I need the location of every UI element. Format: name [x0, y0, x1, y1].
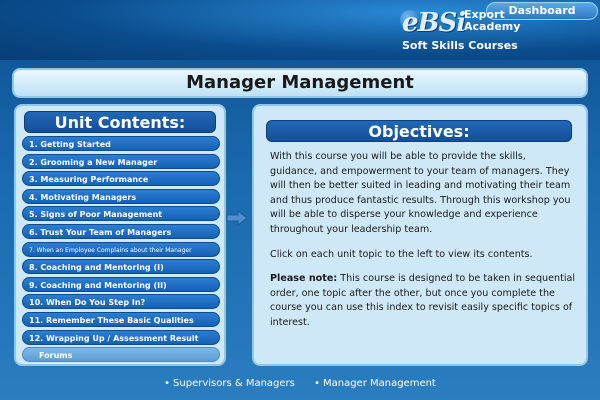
objectives-title: Objectives: — [266, 120, 572, 142]
unit-item-11[interactable]: 11. Remember These Basic Qualities — [22, 312, 220, 327]
objectives-note — [270, 272, 576, 330]
unit-item-1[interactable]: 1. Getting Started — [22, 136, 220, 151]
bullet-icon: • — [164, 378, 171, 389]
objectives-paragraph-1: With this course you will be able to provide the skills, guidance, and empowerment to your team of managers. They will then be better suited in leading and motivating their team and thus produce fantastic results. Through this workshop you will be able to disperse your knowledge and experience throughout your leadership team. — [270, 151, 571, 235]
unit-item-4[interactable]: 4. Motivating Managers — [22, 189, 220, 204]
unit-item-2[interactable]: 2. Grooming a New Manager — [22, 154, 220, 169]
unit-item-3[interactable]: 3. Measuring Performance — [22, 171, 220, 186]
brand-line-2: Academy — [464, 20, 521, 33]
brand-line-1: Export — [464, 8, 505, 21]
breadcrumb-item-supervisors[interactable] — [164, 378, 295, 389]
unit-item-10[interactable]: 10. When Do You Step In? — [22, 294, 220, 309]
tagline: Soft Skills Courses — [402, 39, 518, 52]
breadcrumb — [0, 374, 600, 394]
unit-item-7[interactable]: 7. When an Employee Complains about their Manager — [22, 242, 220, 257]
unit-item-9[interactable]: 9. Coaching and Mentoring (II) — [22, 277, 220, 292]
arrow-right-icon — [226, 210, 248, 226]
bullet-icon: • — [314, 378, 320, 389]
unit-item-12[interactable]: 12. Wrapping Up / Assessment Result — [22, 330, 220, 345]
unit-contents-title: Unit Contents: — [24, 111, 216, 133]
note-text: This course is designed to be taken in sequential order, one topic after the other, but once you complete the course you can use this index to revisit easily specific topics of interest. — [270, 273, 576, 328]
brand-name — [464, 9, 544, 33]
forums-button[interactable]: Forums — [22, 347, 220, 362]
note-label: Please note: — [270, 273, 338, 285]
breadcrumb-item-manager-management[interactable] — [314, 378, 436, 389]
unit-list — [22, 136, 220, 365]
page-title: Manager Management — [12, 68, 588, 98]
unit-item-6[interactable]: 6. Trust Your Team of Managers — [22, 224, 220, 239]
logo — [402, 6, 542, 60]
breadcrumb-label: Supervisors & Managers — [173, 378, 295, 389]
unit-contents-panel — [14, 104, 226, 366]
unit-item-8[interactable]: 8. Coaching and Mentoring (I) — [22, 259, 220, 274]
objectives-panel — [252, 104, 588, 366]
unit-item-5[interactable]: 5. Signs of Poor Management — [22, 206, 220, 221]
logo-wordmark: eBSi — [402, 8, 466, 38]
breadcrumb-label: Manager Management — [322, 378, 436, 389]
objectives-body — [270, 150, 576, 341]
dashboard-button[interactable]: Dashboard — [486, 2, 598, 20]
objectives-paragraph-2: Click on each unit topic to the left to view its contents. — [270, 248, 533, 260]
